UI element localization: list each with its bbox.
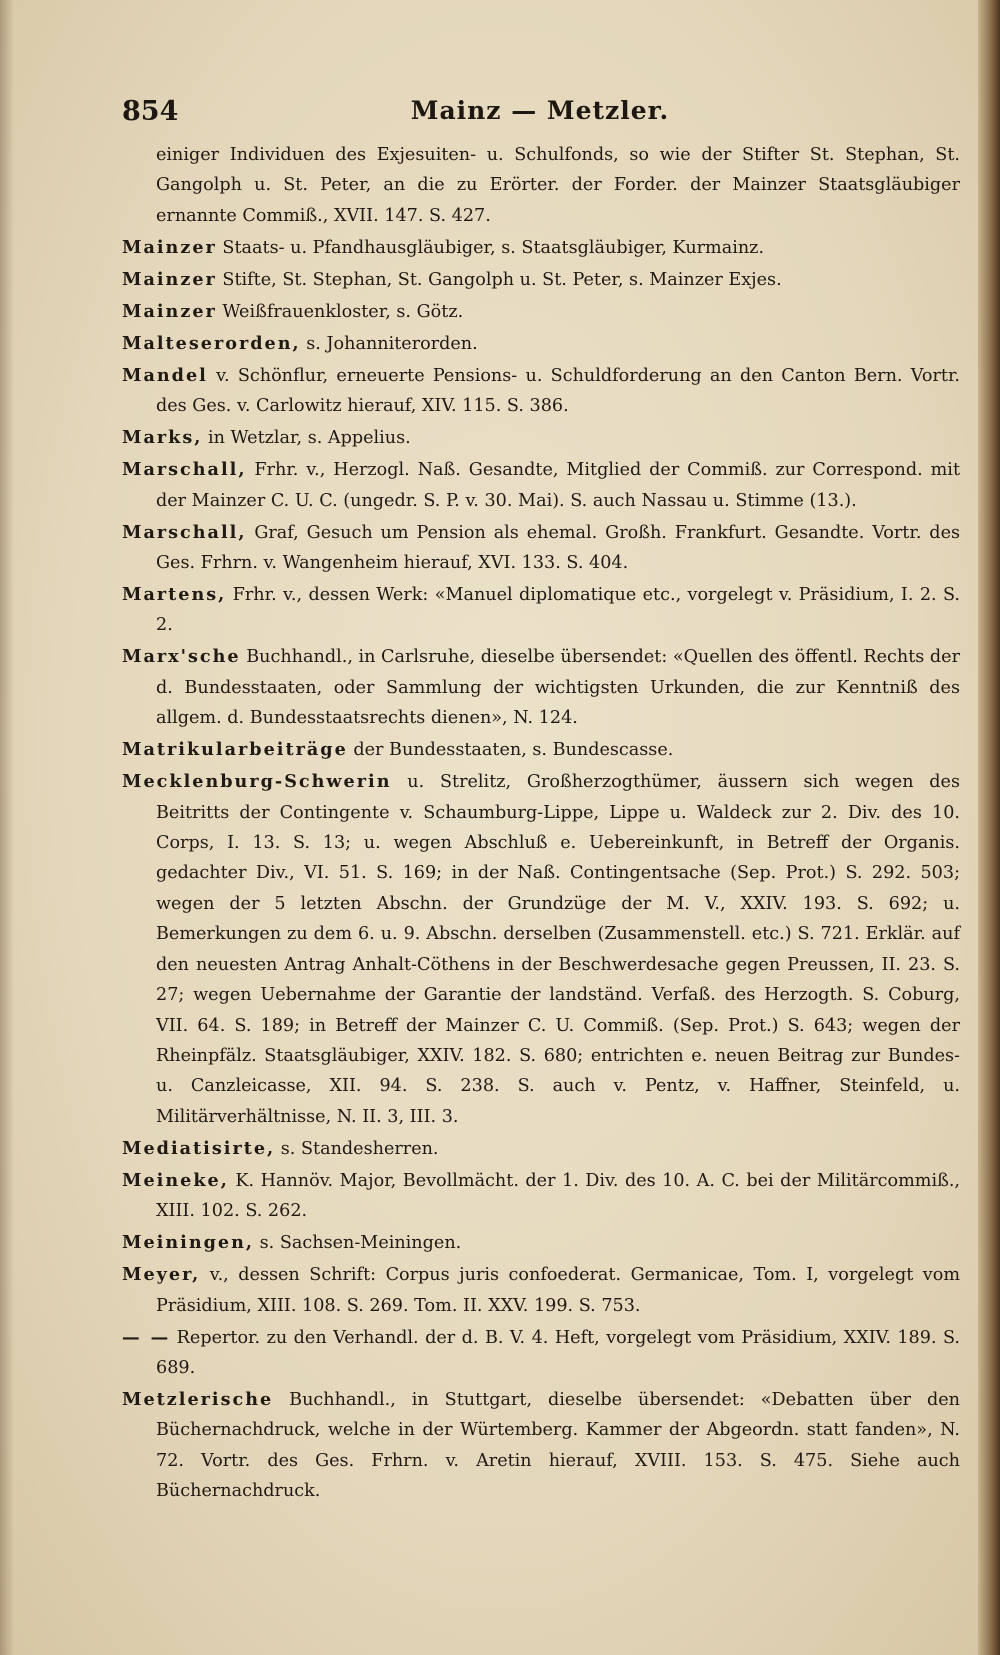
entry-text: der Bundesstaaten, s. Bundescasse.: [353, 740, 674, 761]
entry-text: v., dessen Schrift: Corpus juris confoederat. Germanicae, Tom. I, vorgelegt vom Präsidium, XIII. 108. S. 269. Tom. II. XXV. 199. S. 753.: [156, 1265, 961, 1316]
entry-text: Frhr. v., Herzogl. Naß. Gesandte, Mitglied der Commiß. zur Correspond. mit der Mainzer C. U. C. (ungedr. S. P. v. 30. Mai). S. auch Nassau u. Stimme (13.).: [156, 460, 961, 511]
entry-headword: Mediatisirte,: [122, 1137, 276, 1159]
entry-text: s. Johanniterorden.: [306, 333, 478, 354]
page-header: [122, 92, 958, 136]
entry-headword: Mainzer: [122, 300, 217, 322]
entry-headword: Metzlerische: [122, 1388, 274, 1410]
index-entry: [122, 580, 960, 641]
entry-text: Buchhandl., in Carlsruhe, dieselbe übersendet: «Quellen des öffentl. Rechts der d. Bundesstaaten, oder Sammlung der wichtigsten Urkunden, die zur Kenntniß des allgem. d. Bundesstaatsrechts dienen», N. 124.: [156, 647, 961, 729]
index-entry: [122, 1260, 960, 1321]
entry-text: in Wetzlar, s. Appelius.: [207, 428, 411, 449]
page-gutter-shadow: [0, 0, 14, 1655]
entry-text: Graf, Gesuch um Pension als ehemal. Großh. Frankfurt. Gesandte. Vortr. des Ges. Frhrn. v. Wangenheim hierauf, XVI. 133. S. 404.: [156, 522, 961, 574]
index-entry: [122, 1134, 960, 1164]
index-entry: [122, 1323, 960, 1384]
index-entry: [122, 1228, 960, 1258]
page-number: 854: [122, 96, 179, 127]
entry-text: Stifte, St. Stephan, St. Gangolph u. St. Peter, s. Mainzer Exjes.: [222, 269, 782, 290]
entry-text: v. Schönflur, erneuerte Pensions- u. Schuldforderung an den Canton Bern. Vortr. des Ges. v. Carlowitz hierauf, XIV. 115. S. 386.: [156, 365, 961, 417]
index-entry: [122, 140, 960, 231]
index-entry: [122, 767, 960, 1132]
index-entry: [122, 735, 960, 765]
index-entry: [122, 329, 960, 359]
entry-headword: Mecklenburg-Schwerin: [122, 771, 392, 793]
index-entry: [122, 265, 960, 295]
index-entry: [122, 233, 960, 263]
entry-headword: Marschall,: [122, 521, 247, 543]
index-entry: [122, 361, 960, 422]
index-entry: [122, 1166, 960, 1227]
index-entry: [122, 518, 960, 579]
entry-text: Repertor. zu den Verhandl. der d. B. V. 4. Heft, vorgelegt vom Präsidium, XXIV. 189. S. 689.: [156, 1327, 961, 1378]
entry-headword: Meineke,: [122, 1169, 229, 1191]
entry-headword: Marschall,: [122, 459, 247, 481]
index-entry: [122, 1385, 960, 1507]
entry-text: u. Strelitz, Großherzogthümer, äussern sich wegen des Beitritts der Contingente v. Schaumburg-Lippe, Lippe u. Waldeck zur 2. Div. des 10. Corps, I. 13. S. 13; u. wegen Abschluß e. Uebereinkunft, in Betreff der Organis. gedachter Div., VI. 51. S. 169; in der Naß. Contingentsache (Sep. Prot.) S. 292. 503; wegen der 5 letzten Abschn. der Grundzüge der M. V., XXIV. 193. S. 692; u. Bemerkungen zu dem 6. u. 9. Abschn. derselben (Zusammenstell. etc.) S. 721. Erklär. auf den neuesten Antrag Anhalt-Cöthens in der Beschwerdesache gegen Preussen, II. 23. S. 27; wegen Uebernahme der Garantie der landständ. Verfaß. des Herzogth. S. Coburg, VII. 64. S. 189; in Betreff der Mainzer C. U. Commiß. (Sep. Prot.) S. 643; wegen der Rheinpfälz. Staatsgläubiger, XXIV. 182. S. 680; entrichten e. neuen Beitrag zur Bundes- u. Canzleicasse, XII. 94. S. 238. S. auch v. Pentz, v. Haffner, Steinfeld, u. Militärverhältnisse, N. II. 3, III. 3.: [156, 772, 960, 1127]
entry-headword: Mainzer: [122, 236, 217, 258]
running-head: Mainz — Metzler.: [410, 96, 670, 125]
page-edge: [978, 0, 1000, 1655]
entry-text: Buchhandl., in Stuttgart, dieselbe übersendet: «Debatten über den Büchernachdruck, welche in der Würtemberg. Kammer der Abgeordn. statt fanden», N. 72. Vortr. des Ges. Frhrn. v. Aretin hierauf, XVIII. 153. S. 475. Siehe auch Büchernachdruck.: [156, 1389, 961, 1502]
index-entry: [122, 455, 960, 516]
entry-headword: Malteserorden,: [122, 332, 301, 354]
index-entries: [122, 140, 960, 1508]
entry-text: einiger Individuen des Exjesuiten- u. Schulfonds, so wie der Stifter St. Stephan, St. Gangolph u. St. Peter, an die zu Erörter. der Forder. der Mainzer Staatsgläubiger ernannte Commiß., XVII. 147. S. 427.: [156, 145, 960, 226]
index-entry: [122, 642, 960, 733]
entry-headword: Marx'sche: [122, 646, 241, 668]
entry-text: K. Hannöv. Major, Bevollmächt. der 1. Div. des 10. A. C. bei der Militärcommiß., XIII. 102. S. 262.: [156, 1170, 961, 1222]
index-entry: [122, 297, 960, 327]
entry-text: s. Standesherren.: [280, 1138, 439, 1159]
entry-headword: Meyer,: [122, 1264, 201, 1286]
entry-headword: Meiningen,: [122, 1232, 255, 1254]
entry-headword: — —: [122, 1326, 171, 1348]
entry-headword: Marks,: [122, 427, 203, 449]
entry-text: Staats- u. Pfandhausgläubiger, s. Staatsgläubiger, Kurmainz.: [222, 237, 765, 258]
entry-text: Frhr. v., dessen Werk: «Manuel diplomatique etc., vorgelegt v. Präsidium, I. 2. S. 2.: [156, 585, 961, 636]
entry-text: Weißfrauenkloster, s. Götz.: [222, 301, 464, 322]
entry-headword: Martens,: [122, 584, 227, 606]
entry-headword: Mandel: [122, 364, 208, 386]
index-entry: [122, 423, 960, 453]
entry-headword: Mainzer: [122, 268, 217, 290]
entry-headword: Matrikularbeiträge: [122, 739, 348, 761]
entry-text: s. Sachsen-Meiningen.: [259, 1233, 462, 1254]
